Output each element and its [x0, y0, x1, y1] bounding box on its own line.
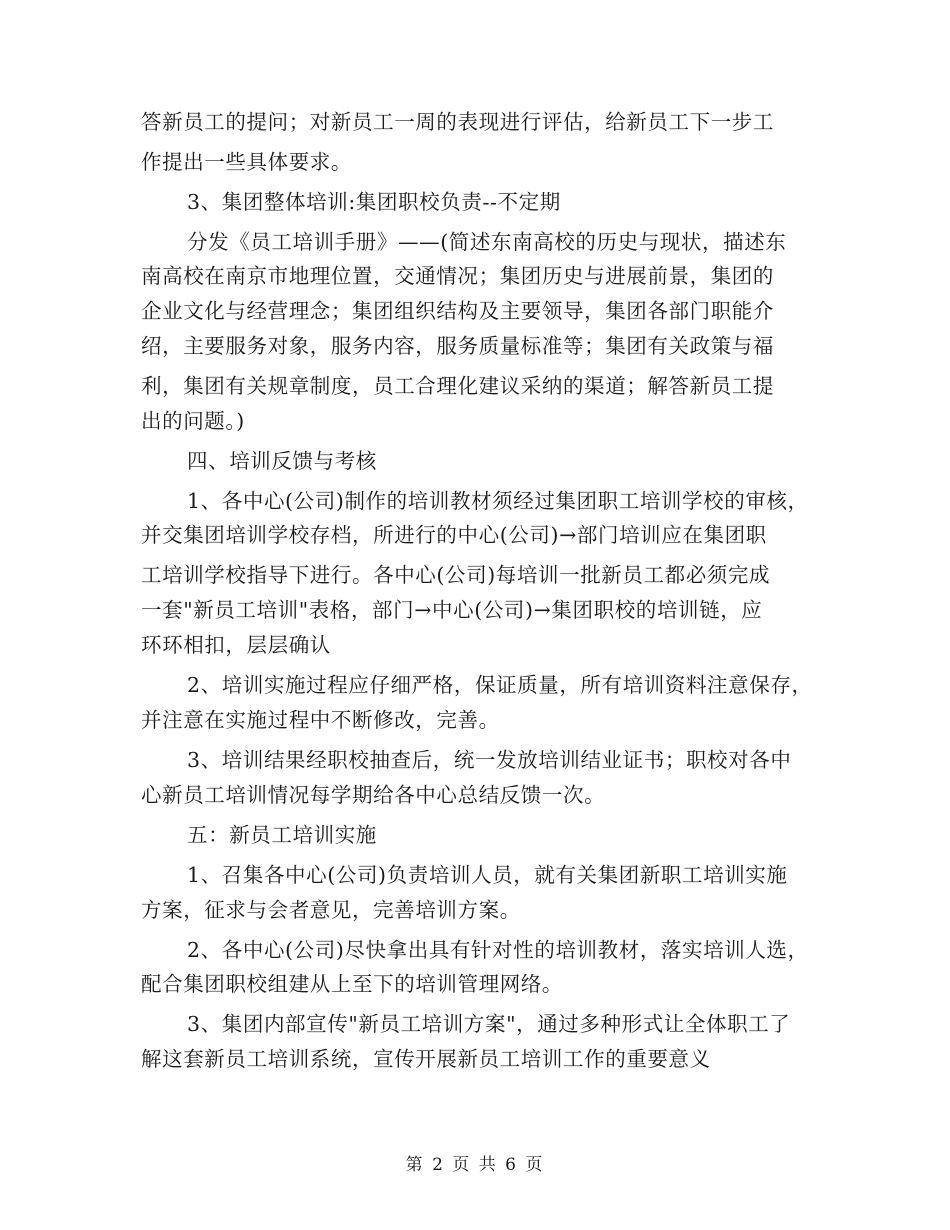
text-line: 绍，主要服务对象，服务内容，服务质量标准等；集团有关政策与福: [141, 334, 774, 358]
text-line: 出的问题。): [141, 409, 245, 433]
text-line: 环环相扣，层层确认: [141, 633, 331, 657]
text-line: 2、培训实施过程应仔细严格，保证质量，所有培训资料注意保存，: [187, 673, 813, 697]
text-line: 3、集团内部宣传"新员工培训方案"，通过多种形式让全体职工了: [187, 1012, 791, 1036]
text-line: 工培训学校指导下进行。各中心(公司)每培训一批新员工都必须完成: [141, 563, 771, 587]
text-line: 作提出一些具体要求。: [141, 150, 352, 174]
text-line: 方案，征求与会者意见，完善培训方案。: [141, 898, 521, 922]
text-line: 解这套新员工培训系统，宣传开展新员工培训工作的重要意义: [141, 1047, 711, 1071]
text-line: 3、培训结果经职校抽查后，统一发放培训结业证书；职校对各中: [187, 748, 792, 772]
section-heading: 五：新员工培训实施: [187, 823, 377, 847]
text-line: 企业文化与经营理念；集团组织结构及主要领导，集团各部门职能介: [141, 299, 774, 323]
section-heading: 四、培训反馈与考核: [187, 449, 377, 473]
text-line: 答新员工的提问；对新员工一周的表现进行评估，给新员工下一步工: [141, 110, 774, 134]
page-number-footer: 第 2 页 共 6 页: [405, 1155, 545, 1175]
text-line: 分发《员工培训手册》——(简述东南高校的历史与现状，描述东: [187, 230, 787, 254]
text-line: 3、集团整体培训:集团职校负责--不定期: [187, 190, 561, 214]
text-line: 南高校在南京市地理位置，交通情况；集团历史与进展前景，集团的: [141, 264, 774, 288]
text-line: 2、各中心(公司)尽快拿出具有针对性的培训教材，落实培训人选，: [187, 938, 809, 962]
text-line: 1、召集各中心(公司)负责培训人员，就有关集团新职工培训实施: [187, 863, 788, 887]
text-line: 利，集团有关规章制度，员工合理化建议采纳的渠道；解答新员工提: [141, 374, 774, 398]
text-line: 1、各中心(公司)制作的培训教材须经过集团职工培训学校的审核，: [187, 489, 809, 513]
text-line: 一套"新员工培训"表格，部门→中心(公司)→集团职校的培训链，应: [141, 598, 763, 622]
text-line: 并注意在实施过程中不断修改，完善。: [141, 708, 500, 732]
text-line: 心新员工培训情况每学期给各中心总结反馈一次。: [141, 783, 606, 807]
text-line: 并交集团培训学校存档，所进行的中心(公司)→部门培训应在集团职: [141, 523, 767, 547]
text-line: 配合集团职校组建从上至下的培训管理网络。: [141, 972, 563, 996]
